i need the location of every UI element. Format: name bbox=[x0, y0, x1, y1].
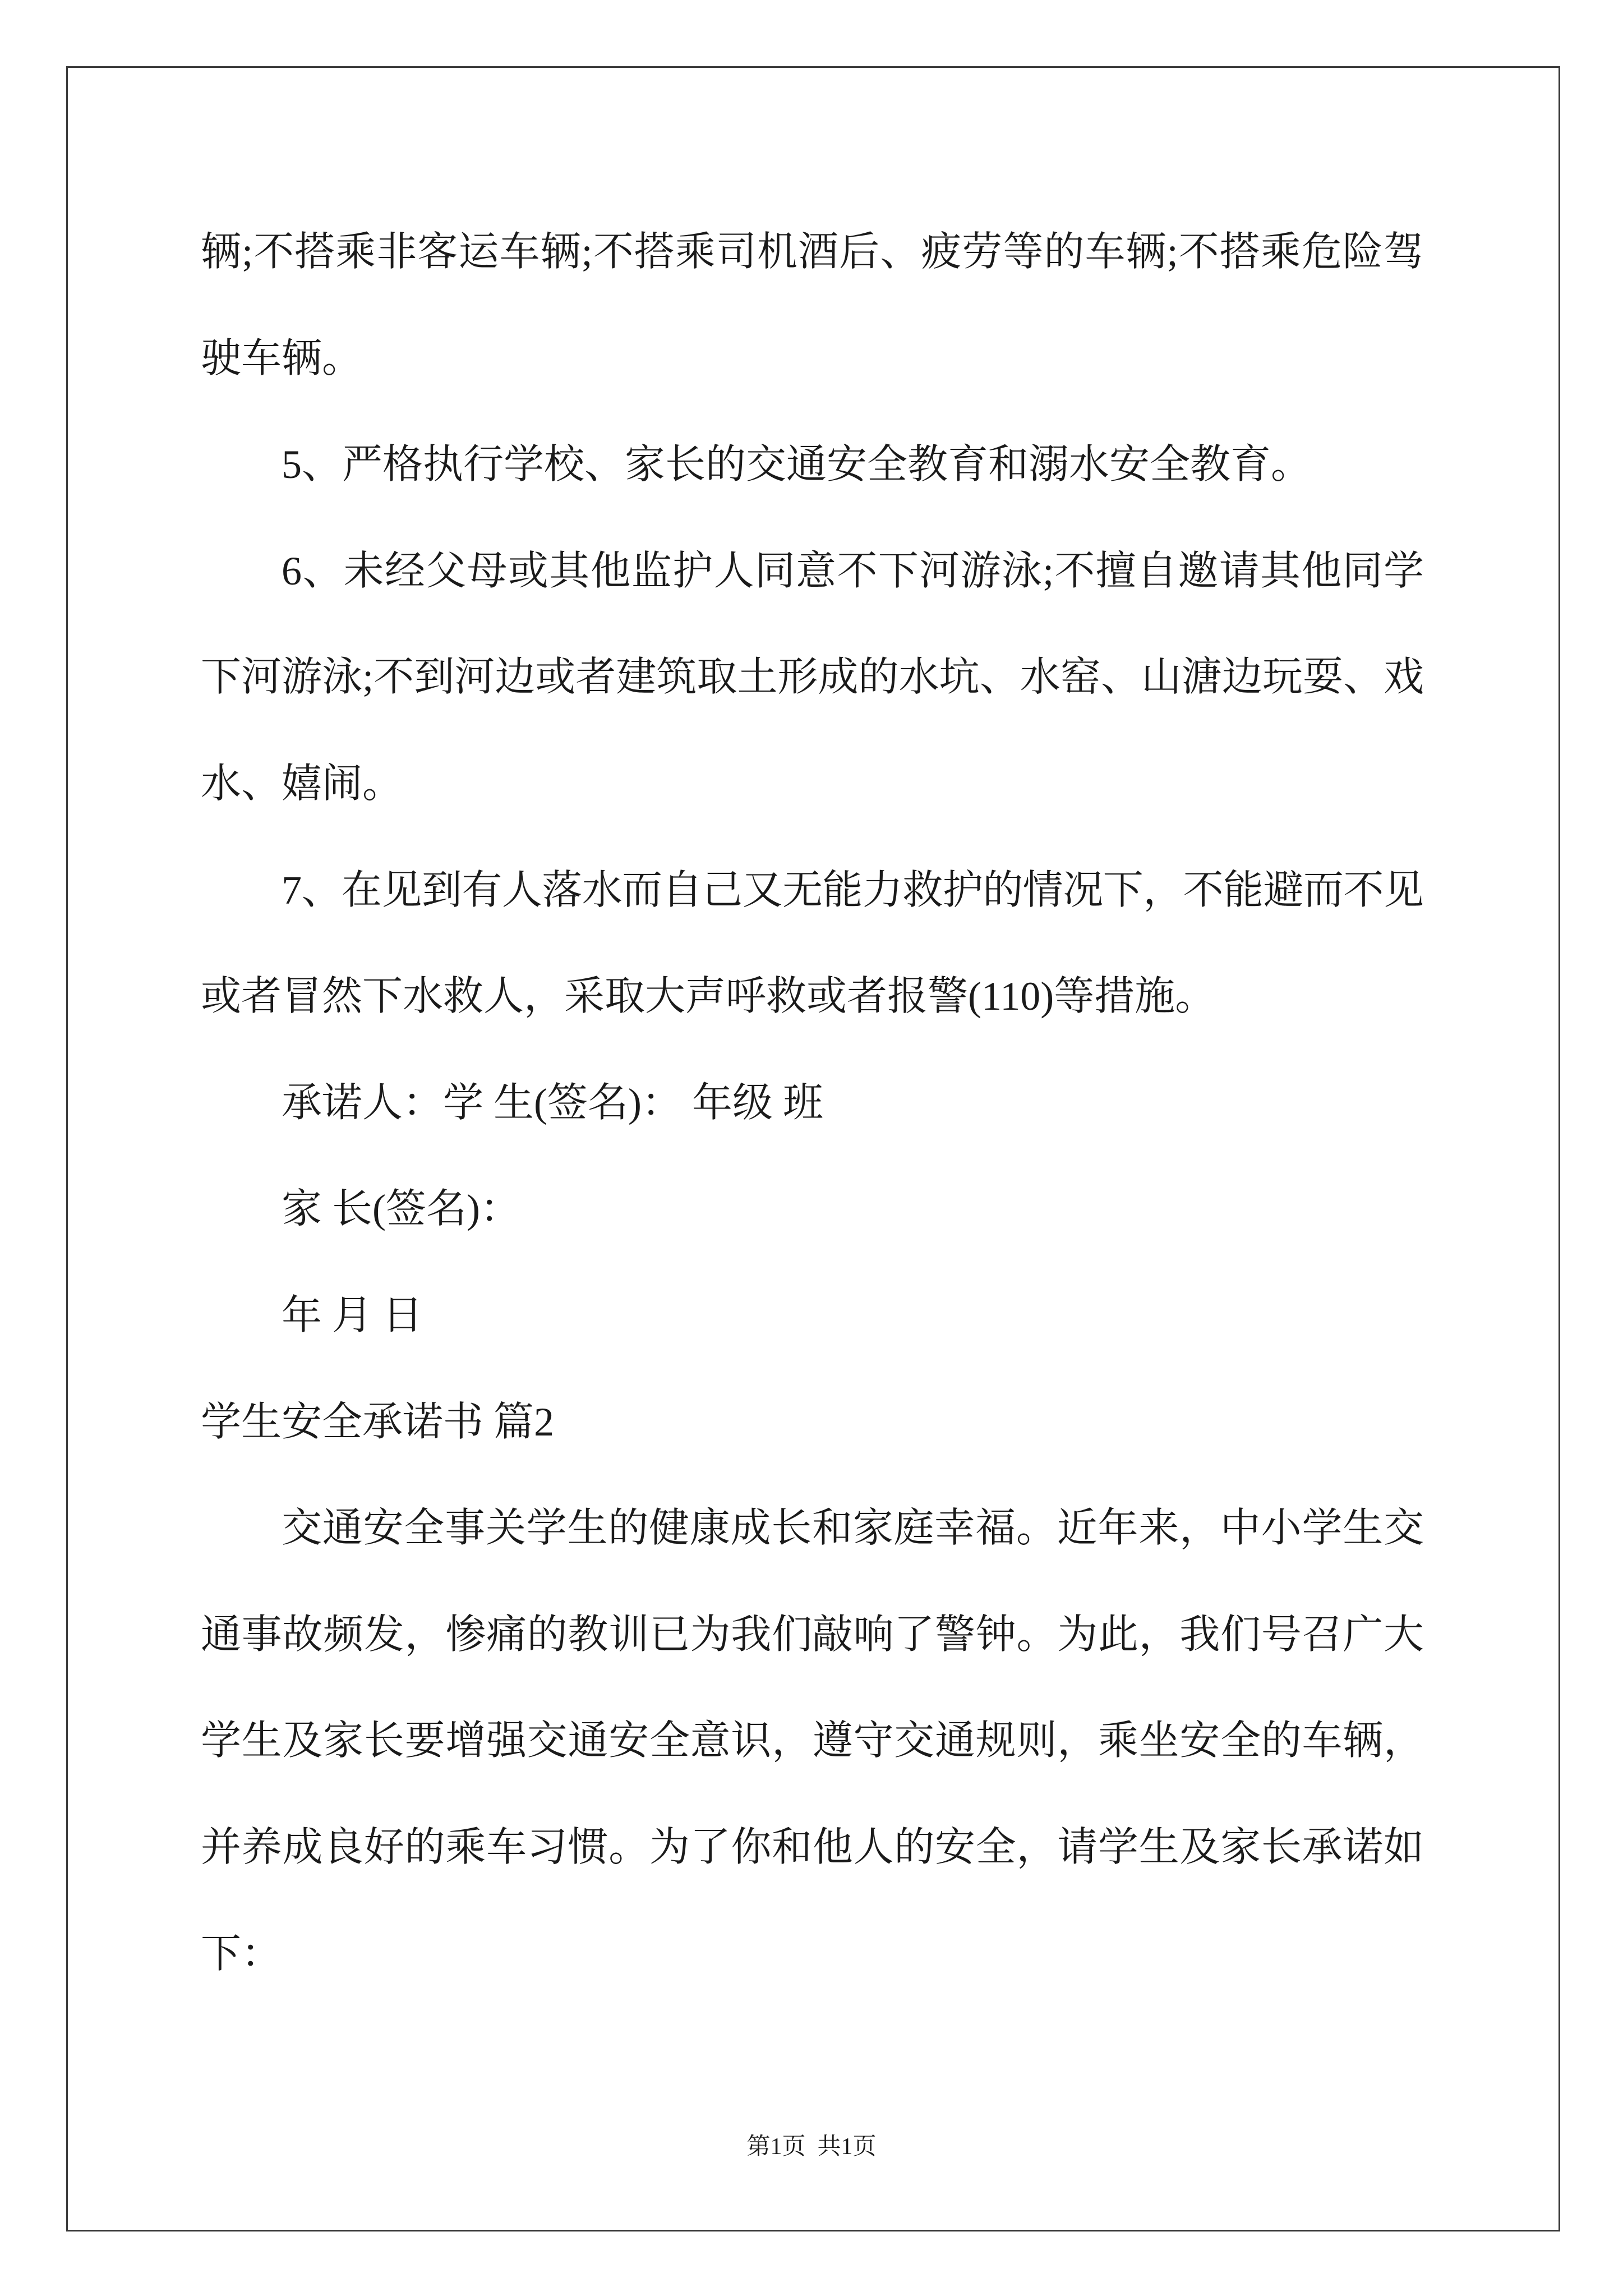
line-text: 水、嬉闹。 bbox=[201, 761, 403, 806]
signature-block bbox=[201, 1050, 1424, 1369]
line-text: 下： bbox=[201, 1931, 282, 1976]
line-text: 交通安全事关学生的健康成长和家庭幸福。近年来，中小学生交 bbox=[282, 1506, 1424, 1551]
item-6 bbox=[201, 518, 1424, 838]
text-line bbox=[201, 1795, 1424, 1901]
line-text: 学生及家长要增强交通安全意识，遵守交通规则，乘坐安全的车辆， bbox=[201, 1718, 1424, 1764]
text-line bbox=[201, 1475, 1424, 1582]
text-line bbox=[201, 518, 1424, 625]
line-text: 或者冒然下水救人，采取大声呼救或者报警(110)等措施。 bbox=[201, 974, 1216, 1019]
text-line bbox=[201, 412, 1424, 518]
line-text: 下河游泳;不到河边或者建筑取土形成的水坑、水窑、山溏边玩耍、戏 bbox=[201, 655, 1424, 700]
item-7 bbox=[201, 838, 1424, 1050]
text-line bbox=[201, 1688, 1424, 1795]
section-heading bbox=[201, 1369, 1424, 1476]
text-line bbox=[201, 1582, 1424, 1688]
line-text: 年 月 日 bbox=[282, 1292, 423, 1338]
text-line bbox=[201, 199, 1424, 306]
line-text: 并养成良好的乘车习惯。为了你和他人的安全，请学生及家长承诺如 bbox=[201, 1824, 1424, 1870]
item-4-continued bbox=[201, 199, 1424, 412]
line-text: 5、严格执行学校、家长的交通安全教育和溺水安全教育。 bbox=[282, 442, 1312, 487]
text-line bbox=[201, 624, 1424, 731]
line-text: 通事故频发，惨痛的教训已为我们敲响了警钟。为此，我们号召广大 bbox=[201, 1612, 1424, 1657]
text-line bbox=[201, 1901, 1424, 2008]
date-line bbox=[201, 1263, 1424, 1369]
parent-signature-line bbox=[201, 1156, 1424, 1263]
promisor-signature-line bbox=[201, 1050, 1424, 1157]
item-5 bbox=[201, 412, 1424, 518]
line-text: 驶车辆。 bbox=[201, 335, 363, 381]
line-text: 家 长(签名)： bbox=[282, 1186, 520, 1232]
document-body bbox=[201, 199, 1424, 2007]
page-number: 第1页 共1页 bbox=[746, 2134, 877, 2160]
line-text: 6、未经父母或其他监护人同意不下河游泳;不擅自邀请其他同学 bbox=[282, 548, 1425, 593]
text-line bbox=[201, 306, 1424, 412]
heading-text: 学生安全承诺书 篇2 bbox=[201, 1399, 555, 1444]
line-text: 承诺人：学 生(签名)： 年级 班 bbox=[282, 1080, 823, 1125]
text-line bbox=[201, 731, 1424, 838]
section2-paragraph bbox=[201, 1475, 1424, 2007]
text-line bbox=[201, 838, 1424, 944]
line-text: 辆;不搭乘非客运车辆;不搭乘司机酒后、疲劳等的车辆;不搭乘危险驾 bbox=[201, 229, 1425, 274]
text-line bbox=[201, 944, 1424, 1050]
line-text: 7、在见到有人落水而自己又无能力救护的情况下，不能避而不见 bbox=[282, 867, 1424, 913]
page-footer bbox=[0, 2132, 1623, 2162]
